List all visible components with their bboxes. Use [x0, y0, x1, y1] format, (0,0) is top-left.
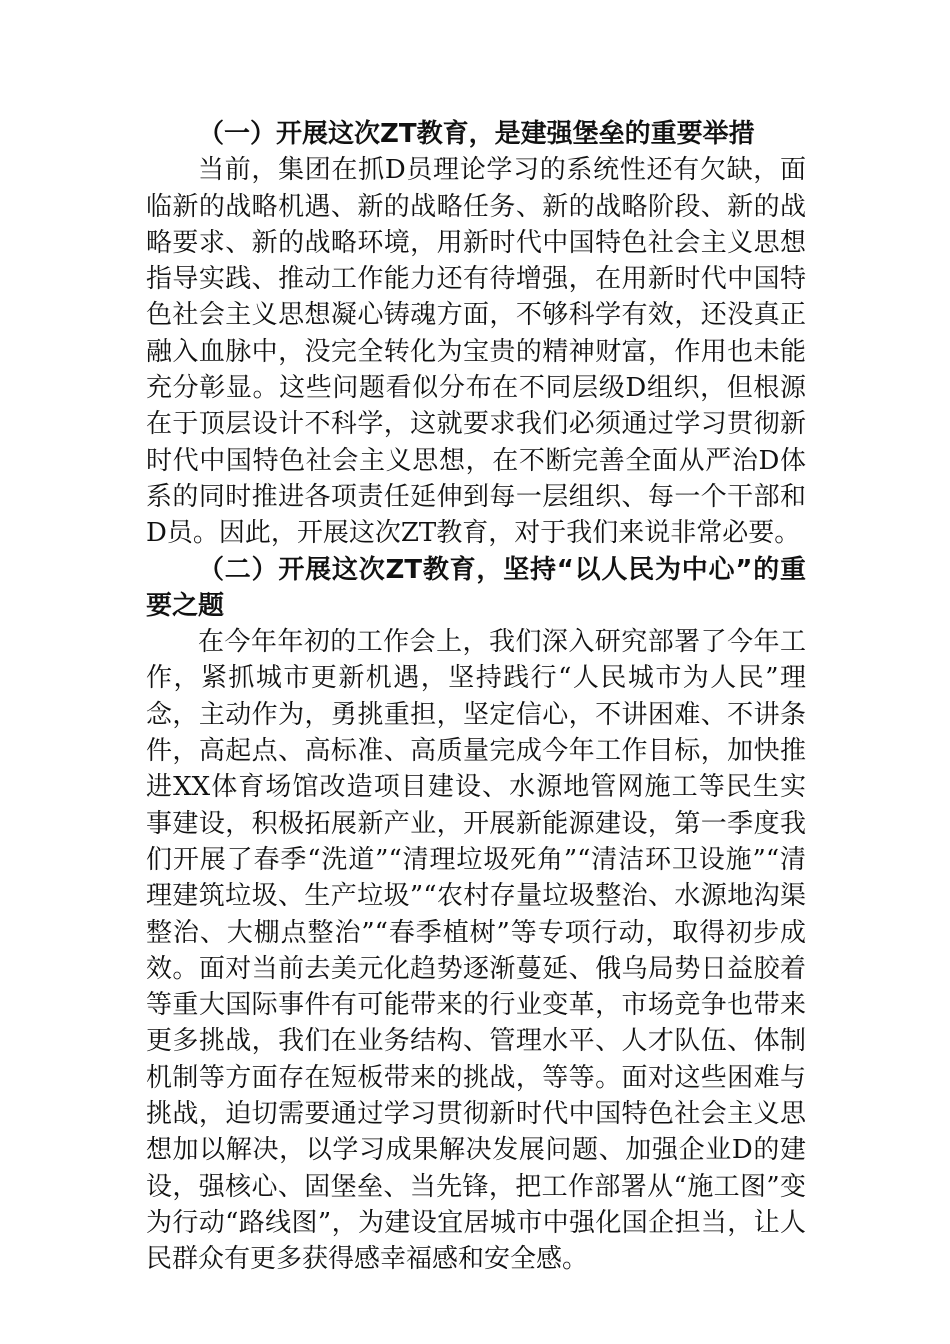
- section-heading-2: （二）开展这次ZT教育，坚持“以人民为中心”的重要之题: [146, 554, 806, 621]
- document-page: [146, 116, 806, 1278]
- section-paragraph-2: 在今年年初的工作会上，我们深入研究部署了今年工作，紧抓城市更新机遇，坚持践行“人民城市为人民”理念，主动作为，勇挑重担，坚定信心，不讲困难、不讲条件，高起点、高标准、高质量完成今年工作目标，加快推进XX体育场馆改造项目建设、水源地管网施工等民生实事建设，积极拓展新产业，开展新能源建设，第一季度我们开展了春季“洗道”“清理垃圾死角”“清洁环卫设施”“清理建筑垃圾、生产垃圾”“农村存量垃圾整治、水源地沟渠整治、大棚点整治”“春季植树”等专项行动，取得初步成效。面对当前去美元化趋势逐渐蔓延、俄乌局势日益胶着等重大国际事件有可能带来的行业变革，市场竞争也带来更多挑战，我们在业务结构、管理水平、人才队伍、体制机制等方面存在短板带来的挑战，等等。面对这些困难与挑战，迫切需要通过学习贯彻新时代中国特色社会主义思想加以解决，以学习成果解决发展问题、加强企业D的建设，强核心、固堡垒、当先锋，把工作部署从“施工图”变为行动“路线图”，为建设宜居城市中强化国企担当，让人民群众有更多获得感幸福感和安全感。: [146, 627, 806, 1275]
- section-paragraph-1: 当前，集团在抓D员理论学习的系统性还有欠缺，面临新的战略机遇、新的战略任务、新的战略阶段、新的战略要求、新的战略环境，用新时代中国特色社会主义思想指导实践、推动工作能力还有待增强，在用新时代中国特色社会主义思想凝心铸魂方面，不够科学有效，还没真正融入血脉中，没完全转化为宝贵的精神财富，作用也未能充分彰显。这些问题看似分布在不同层级D组织，但根源在于顶层设计不科学，这就要求我们必须通过学习贯彻新时代中国特色社会主义思想，在不断完善全面从严治D体系的同时推进各项责任延伸到每一层组织、每一个干部和D员。因此，开展这次ZT教育，对于我们来说非常必要。: [146, 155, 806, 549]
- section-heading-1: （一）开展这次ZT教育，是建强堡垒的重要举措: [198, 119, 755, 149]
